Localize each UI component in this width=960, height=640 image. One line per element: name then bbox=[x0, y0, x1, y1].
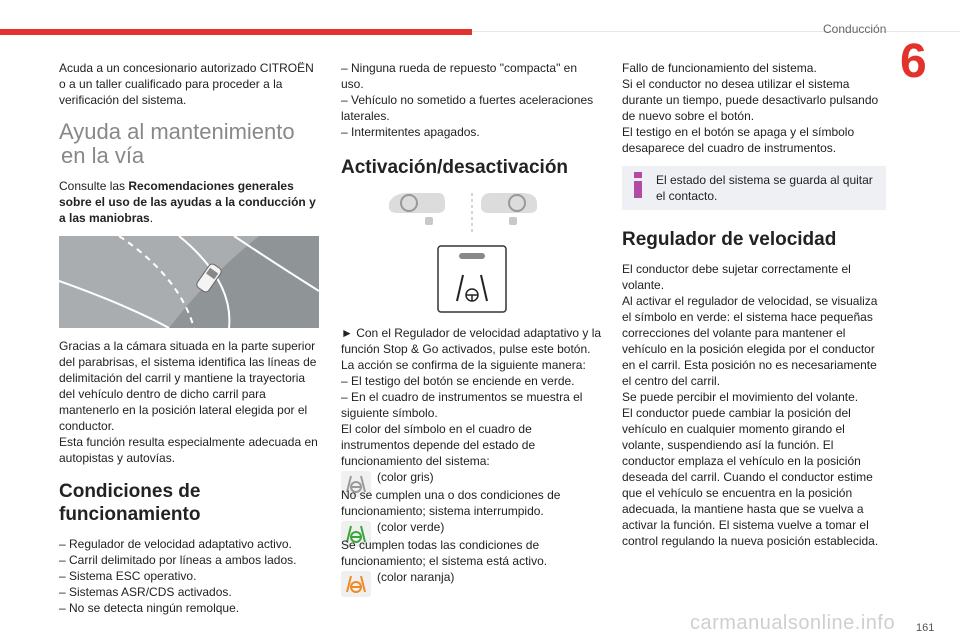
section-title: Conducción bbox=[823, 22, 887, 36]
activation-heading: Activación/desactivación bbox=[341, 157, 569, 178]
list-item: – No se detecta ningún remolque. bbox=[59, 601, 240, 615]
state-color-label: (color gris) bbox=[377, 470, 434, 484]
list-item: – El testigo del botón se enciende en verde. bbox=[341, 374, 575, 388]
page-number: 161 bbox=[916, 622, 935, 634]
steering-wheel-icon bbox=[341, 571, 371, 597]
consult-link-text: Recomendaciones generales sobre el uso de las ayudas a la conducción y a las maniobras bbox=[59, 179, 316, 225]
info-icon bbox=[634, 172, 642, 198]
description-paragraph: Gracias a la cámara situada en la parte superior del parabrisas, el sistema identifica las líneas de delimitación del carril y mantiene la trayectoria del vehículo dentro de dicho carril para mantenerlo en la posición lateral elegida por el conductor. bbox=[59, 339, 317, 433]
list-item: – Regulador de velocidad adaptativo activo. bbox=[59, 537, 292, 551]
fault-paragraph: Fallo de funcionamiento del sistema. bbox=[622, 61, 817, 75]
conditions-list bbox=[59, 536, 321, 616]
state-green bbox=[341, 519, 603, 569]
steering-lane-icon bbox=[437, 245, 507, 313]
state-description: Se cumplen todas las condiciones de funcionamiento; el sistema está activo. bbox=[341, 538, 548, 568]
indicator-off-paragraph: El testigo en el botón se apaga y el símbolo desaparece del cuadro de instrumentos. bbox=[622, 125, 855, 155]
list-item: – Sistema ESC operativo. bbox=[59, 569, 197, 583]
lane-keeping-button bbox=[437, 245, 507, 313]
deactivate-paragraph: Si el conductor no desea utilizar el sistema durante un tiempo, puede desactivarlo pulsando de nuevo sobre el botón. bbox=[622, 77, 879, 123]
list-item: – Intermitentes apagados. bbox=[341, 125, 480, 139]
list-item: – Carril delimitado por líneas a ambos lados. bbox=[59, 553, 297, 567]
state-orange bbox=[341, 569, 603, 597]
state-color-label: (color verde) bbox=[377, 520, 445, 534]
info-note bbox=[622, 166, 886, 210]
activation-instruction: ► Con el Regulador de velocidad adaptativo y la función Stop & Go activados, pulse este botón. bbox=[341, 326, 602, 356]
column-3 bbox=[622, 60, 886, 549]
state-description: No se cumplen una o dos condiciones de funcionamiento; sistema interrumpido. bbox=[341, 488, 561, 518]
column-1 bbox=[59, 60, 321, 616]
chapter-number: 6 bbox=[900, 35, 927, 88]
section-heading-lane-assist bbox=[59, 120, 321, 168]
highway-paragraph: Esta función resulta especialmente adecuada en autopistas y autovías. bbox=[59, 435, 318, 465]
conditions-list-continued bbox=[341, 60, 603, 140]
column-2 bbox=[341, 60, 603, 597]
state-color-label: (color naranja) bbox=[377, 570, 455, 584]
info-text: El estado del sistema se guarda al quitar el contacto. bbox=[656, 173, 873, 203]
heading-line-1: Ayuda al mantenimiento bbox=[59, 119, 295, 144]
list-item: – En el cuadro de instrumentos se muestra el siguiente símbolo. bbox=[341, 390, 583, 420]
state-grey bbox=[341, 469, 603, 519]
cruise-paragraph-4: El conductor puede cambiar la posición del vehículo en cualquier momento girando el volante, suspendiendo así la función. El conductor emplaza el vehículo en la posición deseada del carril. Cuando el conductor estime que el vehículo se encuentra en la posición adecuada, la mantiene hasta que se vuelva a activar la función. El sistema vuelve a tomar el control regulando la nueva posición establecida. bbox=[622, 406, 879, 548]
cruise-paragraph-2: Al activar el regulador de velocidad, se visualiza el símbolo en verde: el sistema hace pequeñas correcciones del volante para mantener el vehículo en la posición elegida por el conductor en el carril. Esta posición no es necesariamente el centro del carril. bbox=[622, 294, 878, 388]
cruise-paragraph-3: Se puede percibir el movimiento del volante. bbox=[622, 390, 859, 404]
list-item: – Sistemas ASR/CDS activados. bbox=[59, 585, 232, 599]
cruise-control-heading: Regulador de velocidad bbox=[622, 229, 837, 250]
cruise-paragraph-1: El conductor debe sujetar correctamente el volante. bbox=[622, 262, 851, 292]
list-item: – Vehículo no sometido a fuertes aceleraciones laterales. bbox=[341, 93, 594, 123]
consult-paragraph: Consulte las Recomendaciones generales sobre el uso de las ayudas a la conducción y a las maniobras. bbox=[59, 179, 316, 225]
color-intro: El color del símbolo en el cuadro de instrumentos depende del estado de funcionamiento del sistema: bbox=[341, 422, 536, 468]
watermark: carmanualsonline.info bbox=[690, 612, 896, 634]
intro-paragraph: Acuda a un concesionario autorizado CITROËN o a un taller cualificado para proceder a la verificación del sistema. bbox=[59, 61, 314, 107]
confirm-intro: La acción se confirma de la siguiente manera: bbox=[341, 358, 586, 372]
lane-keeping-illustration bbox=[59, 236, 319, 328]
chapter-accent-bar bbox=[0, 29, 472, 35]
list-item: – Ninguna rueda de repuesto "compacta" en uso. bbox=[341, 61, 578, 91]
header-rule bbox=[472, 31, 960, 32]
heading-line-2: en la vía bbox=[61, 143, 145, 168]
conditions-heading: Condiciones de funcionamiento bbox=[59, 481, 201, 525]
confirm-list bbox=[341, 373, 603, 421]
button-location-illustration bbox=[341, 193, 603, 233]
